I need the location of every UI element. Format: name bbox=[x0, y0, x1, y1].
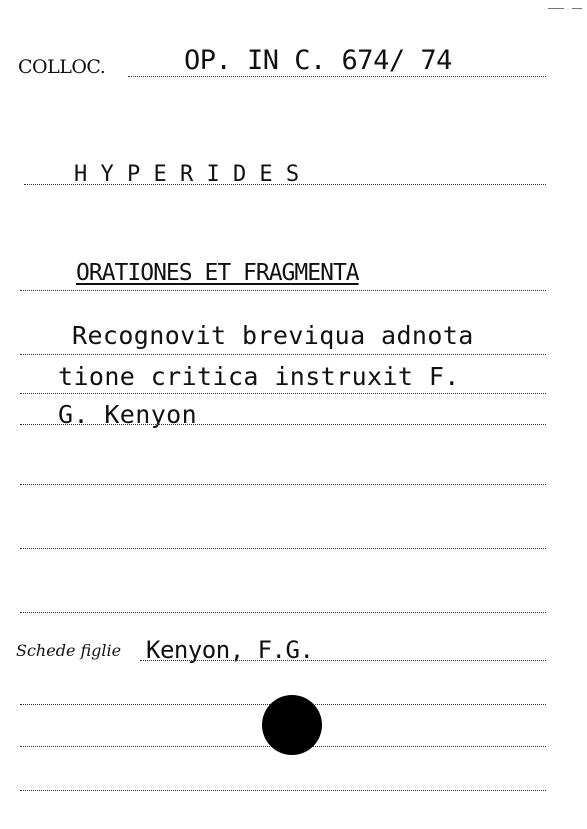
colloc-label: COLLOC. bbox=[18, 56, 106, 78]
schede-dotted-line bbox=[140, 660, 546, 661]
description-dotted-line bbox=[20, 424, 546, 425]
description-line: tione critica instruxit F. bbox=[58, 362, 460, 391]
title-dotted-line bbox=[20, 290, 546, 291]
author-dotted-line bbox=[24, 184, 546, 185]
work-title: ORATIONES ET FRAGMENTA bbox=[76, 260, 359, 286]
blank-dotted-line bbox=[20, 612, 546, 613]
corner-mark bbox=[548, 8, 564, 9]
description-line: G. Kenyon bbox=[58, 400, 198, 429]
schede-label: Schede figlie bbox=[16, 641, 122, 660]
shelfmark: OP. IN C. 674/ 74 bbox=[184, 45, 452, 76]
blank-dotted-line bbox=[20, 790, 546, 791]
punch-hole bbox=[262, 695, 322, 755]
blank-dotted-line bbox=[20, 548, 546, 549]
author-heading: H Y P E R I D E S bbox=[74, 162, 300, 187]
description-dotted-line bbox=[20, 393, 546, 394]
schede-value: Kenyon, F.G. bbox=[146, 636, 314, 664]
description-line: Recognovit breviqua adnota bbox=[72, 321, 474, 350]
colloc-dotted-line bbox=[128, 76, 546, 77]
corner-mark bbox=[572, 8, 582, 9]
description-dotted-line bbox=[20, 354, 546, 355]
blank-dotted-line bbox=[20, 484, 546, 485]
